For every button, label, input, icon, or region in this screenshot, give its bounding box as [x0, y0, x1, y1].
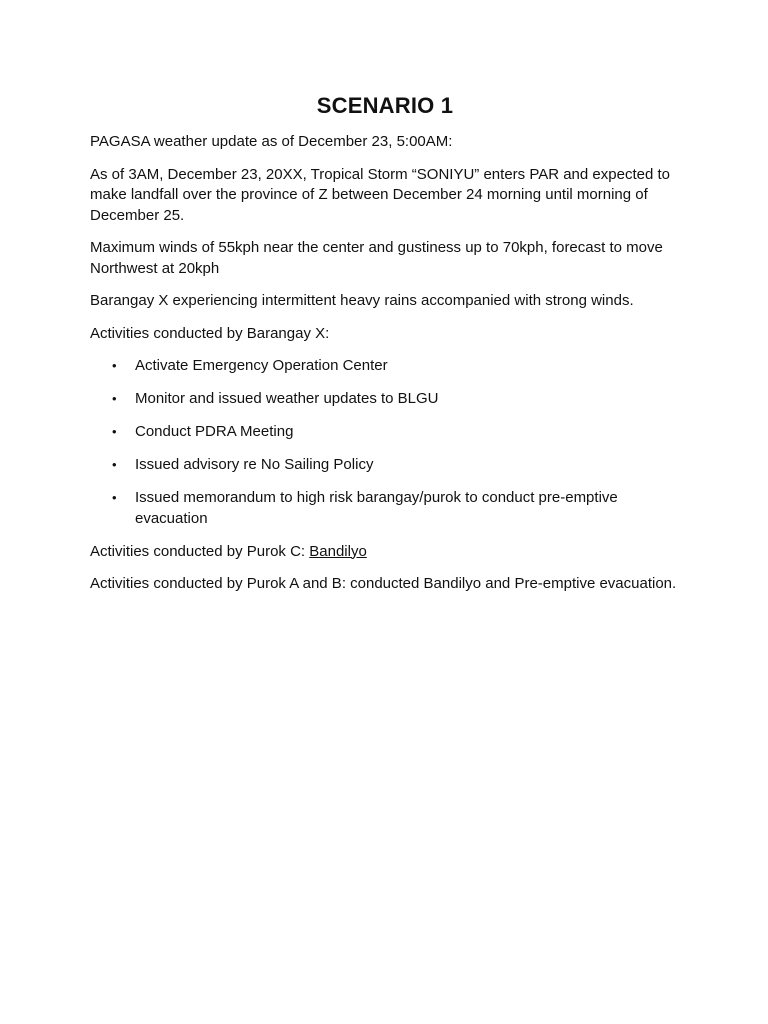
- winds-paragraph: Maximum winds of 55kph near the center and gustiness up to 70kph, forecast to move Northwest at 20kph: [90, 239, 663, 277]
- page-title: SCENARIO 1: [316, 93, 454, 118]
- list-item-text: Conduct PDRA Meeting: [135, 423, 294, 440]
- bullet-icon: •: [112, 391, 117, 406]
- list-item: [90, 356, 680, 377]
- list-item: [90, 455, 680, 476]
- purok-c-activity: Bandilyo: [309, 542, 367, 560]
- activities-barangay-heading: Activities conducted by Barangay X:: [90, 324, 330, 342]
- rain-paragraph: Barangay X experiencing intermittent heavy rains accompanied with strong winds.: [90, 292, 634, 309]
- list-item-text: Issued advisory re No Sailing Policy: [135, 456, 374, 473]
- list-item-text: Activate Emergency Operation Center: [135, 357, 388, 374]
- list-item: [90, 389, 680, 410]
- storm-paragraph: As of 3AM, December 23, 20XX, Tropical Storm “SONIYU” enters PAR and expected to make landfall over the province of Z between December 24 morning until morning of December 25.: [90, 165, 670, 224]
- bullet-icon: •: [112, 457, 117, 472]
- list-item: [90, 488, 680, 529]
- list-item-text: Issued memorandum to high risk barangay/purok to conduct pre-emptive evacuation: [135, 489, 618, 527]
- weather-update-line: PAGASA weather update as of December 23, 5:00AM:: [90, 133, 453, 150]
- bullet-icon: •: [112, 424, 117, 439]
- purok-ab-paragraph: Activities conducted by Purok A and B: conducted Bandilyo and Pre-emptive evacuation.: [90, 575, 677, 592]
- list-item-text: Monitor and issued weather updates to BLGU: [135, 390, 439, 407]
- bullet-icon: •: [112, 358, 117, 373]
- purok-c-paragraph: [90, 542, 680, 563]
- list-item: [90, 422, 680, 443]
- activities-barangay-list: [90, 356, 680, 529]
- bullet-icon: •: [112, 490, 117, 505]
- purok-c-label: Activities conducted by Purok C:: [90, 542, 310, 560]
- document-content: [90, 92, 680, 607]
